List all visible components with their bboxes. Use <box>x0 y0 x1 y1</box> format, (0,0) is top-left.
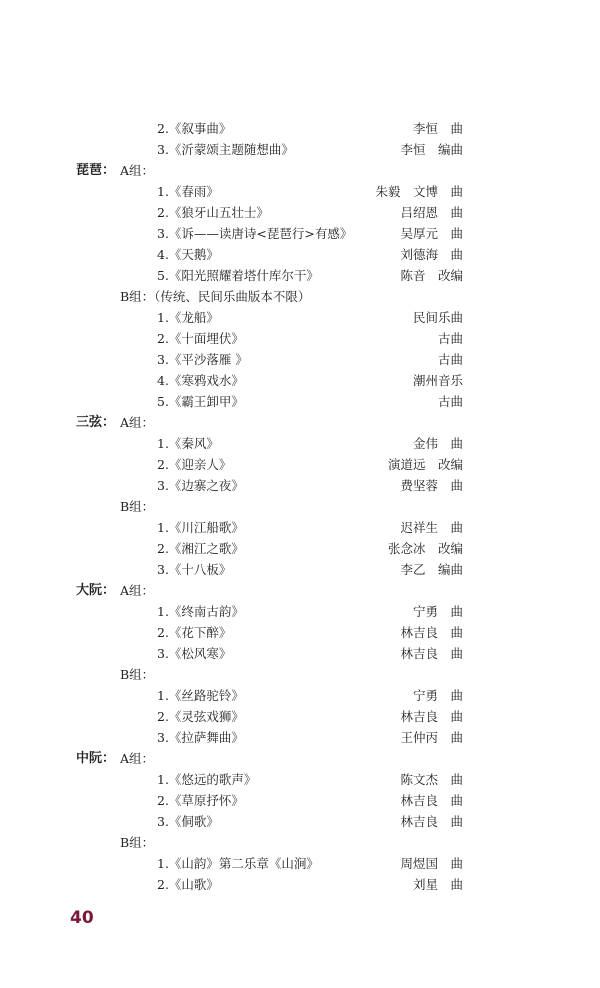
list-item <box>0 349 600 370</box>
list-item <box>0 790 600 811</box>
list-item <box>0 139 600 160</box>
piece-title: 3.《沂蒙颂主题随想曲》 <box>157 142 294 157</box>
piece-title: 1.《龙船》 <box>157 310 219 325</box>
piece-title: 1.《山韵》第二乐章《山涧》 <box>157 856 319 871</box>
group-label: A组： <box>120 163 155 178</box>
group-label: A组： <box>120 583 155 598</box>
composer-credit: 费坚蓉 曲 <box>400 478 463 493</box>
composer-credit: 林吉良 曲 <box>400 625 463 640</box>
piece-title: 3.《平沙落雁 》 <box>157 352 248 367</box>
composer-credit: 迟祥生 曲 <box>400 520 463 535</box>
piece-title: 1.《终南古韵》 <box>157 604 244 619</box>
piece-title: 2.《灵弦戏狮》 <box>157 709 244 724</box>
list-item <box>0 244 600 265</box>
composer-credit: 刘星 曲 <box>412 877 463 892</box>
piece-title: 3.《十八板》 <box>157 562 232 577</box>
composer-credit: 民间乐曲 <box>412 310 463 325</box>
piece-title: 3.《诉——读唐诗<琵琶行>有感》 <box>157 226 353 241</box>
composer-credit: 李恒 编曲 <box>400 142 463 157</box>
piece-title: 2.《草原抒怀》 <box>157 793 244 808</box>
piece-title: 2.《十面埋伏》 <box>157 331 244 346</box>
group-label: A组： <box>120 415 155 430</box>
group-label: A组： <box>120 751 155 766</box>
piece-title: 1.《秦风》 <box>157 436 219 451</box>
group-label: B组： <box>120 667 155 682</box>
piece-title: 2.《湘江之歌》 <box>157 541 244 556</box>
list-item <box>0 307 600 328</box>
group-heading <box>0 832 600 853</box>
piece-title: 1.《悠远的歌声》 <box>157 772 257 787</box>
list-item <box>0 853 600 874</box>
instrument-label: 三弦： <box>76 415 116 430</box>
list-item <box>0 811 600 832</box>
list-item <box>0 559 600 580</box>
page-number: 40 <box>70 908 94 928</box>
list-item <box>0 769 600 790</box>
composer-credit: 林吉良 曲 <box>400 646 463 661</box>
list-item <box>0 601 600 622</box>
list-item <box>0 202 600 223</box>
piece-title: 3.《拉萨舞曲》 <box>157 730 244 745</box>
list-item <box>0 370 600 391</box>
composer-credit: 古曲 <box>437 394 463 409</box>
composer-credit: 林吉良 曲 <box>400 793 463 808</box>
composer-credit: 王仲丙 曲 <box>400 730 463 745</box>
piece-title: 3.《侗歌》 <box>157 814 219 829</box>
composer-credit: 周煜国 曲 <box>400 856 463 871</box>
list-item <box>0 328 600 349</box>
list-item <box>0 433 600 454</box>
section-heading-daruan <box>0 580 600 601</box>
group-label: B组： <box>120 499 155 514</box>
list-item <box>0 118 600 139</box>
composer-credit: 林吉良 曲 <box>400 709 463 724</box>
piece-title: 1.《丝路驼铃》 <box>157 688 244 703</box>
composer-credit: 金伟 曲 <box>412 436 463 451</box>
composer-credit: 吴厚元 曲 <box>400 226 463 241</box>
list-item <box>0 622 600 643</box>
instrument-label: 琵琶： <box>76 163 116 178</box>
group-heading <box>0 286 600 307</box>
list-item <box>0 181 600 202</box>
piece-title: 2.《花下醉》 <box>157 625 232 640</box>
composer-credit: 张念冰 改编 <box>387 541 463 556</box>
list-item <box>0 391 600 412</box>
composer-credit: 李恒 曲 <box>412 121 463 136</box>
instrument-label: 大阮： <box>76 583 116 598</box>
section-heading-sanxian <box>0 412 600 433</box>
list-item <box>0 643 600 664</box>
composer-credit: 古曲 <box>437 352 463 367</box>
piece-title: 2.《狼牙山五壮士》 <box>157 205 269 220</box>
list-item <box>0 874 600 895</box>
group-heading <box>0 496 600 517</box>
composer-credit: 古曲 <box>437 331 463 346</box>
composer-credit: 李乙 编曲 <box>400 562 463 577</box>
piece-title: 4.《天鹅》 <box>157 247 219 262</box>
composer-credit: 演道远 改编 <box>387 457 463 472</box>
list-item <box>0 706 600 727</box>
list-item <box>0 454 600 475</box>
composer-credit: 宁勇 曲 <box>412 688 463 703</box>
piece-title: 5.《阳光照耀着塔什库尔干》 <box>157 268 319 283</box>
piece-title: 3.《边寨之夜》 <box>157 478 244 493</box>
composer-credit: 宁勇 曲 <box>412 604 463 619</box>
piece-title: 2.《叙事曲》 <box>157 121 232 136</box>
piece-title: 1.《春雨》 <box>157 184 219 199</box>
composer-credit: 朱毅 文博 曲 <box>375 184 463 199</box>
list-item <box>0 538 600 559</box>
composer-credit: 陈音 改编 <box>400 268 463 283</box>
piece-title: 3.《松风寒》 <box>157 646 232 661</box>
group-label: B组： <box>120 835 155 850</box>
group-heading <box>0 664 600 685</box>
composer-credit: 林吉良 曲 <box>400 814 463 829</box>
piece-title: 2.《山歌》 <box>157 877 219 892</box>
composer-credit: 吕绍恩 曲 <box>400 205 463 220</box>
composer-credit: 陈文杰 曲 <box>400 772 463 787</box>
list-item <box>0 475 600 496</box>
section-heading-zhongruan <box>0 748 600 769</box>
list-item <box>0 265 600 286</box>
list-item <box>0 517 600 538</box>
piece-title: 2.《迎亲人》 <box>157 457 232 472</box>
composer-credit: 潮州音乐 <box>412 373 463 388</box>
piece-title: 5.《霸王卸甲》 <box>157 394 244 409</box>
piece-title: 1.《川江船歌》 <box>157 520 244 535</box>
piece-title: 4.《寒鸦戏水》 <box>157 373 244 388</box>
section-heading-pipa <box>0 160 600 181</box>
group-label: B组：（传统、民间乐曲版本不限） <box>120 289 311 304</box>
instrument-label: 中阮： <box>76 751 116 766</box>
list-item <box>0 685 600 706</box>
list-item <box>0 223 600 244</box>
composer-credit: 刘德海 曲 <box>400 247 463 262</box>
list-item <box>0 727 600 748</box>
